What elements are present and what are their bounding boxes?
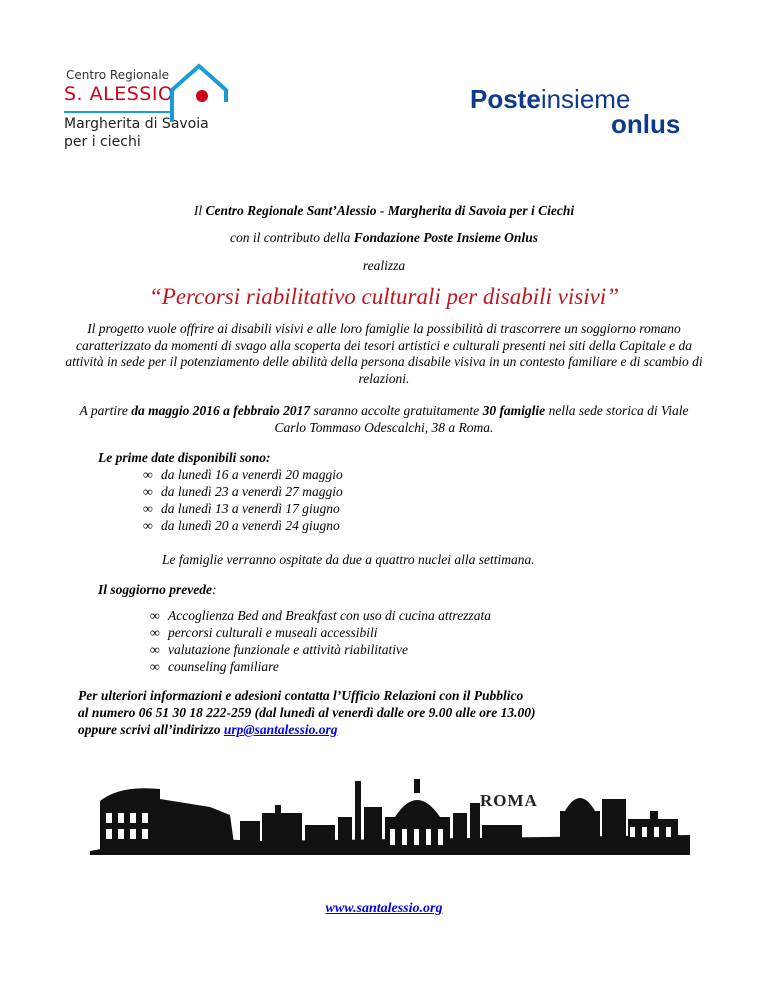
contact-line-3 — [78, 721, 535, 738]
stay-item: valutazione funzionale e attività riabilitative — [168, 642, 408, 657]
stay-heading-text: Il soggiorno prevede — [98, 582, 212, 597]
period-suffix: nella sede storica di Viale Carlo Tommaso Odescalchi, 38 a Roma. — [274, 403, 689, 435]
period-dates: da maggio 2016 a febbraio 2017 — [131, 403, 311, 418]
bullet-icon: ∞ — [150, 642, 160, 657]
project-description: Il progetto vuole offrire ai disabili visivi e alle loro famiglie la possibilità di trascorrere un soggiorno romano caratterizzato da momenti di svago alla scoperta dei tesori artistici e culturali presenti nei siti della Capitale e da attività in sede per il potenziamento delle abilità della persona disabile visiva in un contesto familiare e di scambio di relazioni. — [65, 321, 703, 386]
date-item: da lunedì 13 a venerdì 17 giugno — [161, 501, 340, 516]
logo-poste: Poste — [470, 84, 541, 114]
list-item — [150, 658, 491, 675]
bullet-icon: ∞ — [143, 484, 153, 499]
website-line — [0, 901, 768, 917]
logo-posteinsieme — [470, 86, 630, 112]
bullet-icon: ∞ — [143, 467, 153, 482]
contact-line-2: al numero 06 51 30 18 222-259 (dal lunedì al venerdì dalle ore 9.00 alle ore 13.00) — [78, 705, 536, 720]
list-item — [143, 466, 343, 483]
period-middle: saranno accolte gratuitamente — [310, 403, 483, 418]
stay-item: counseling familiare — [168, 659, 279, 674]
intro-contributo: con il contributo della — [230, 230, 354, 245]
dates-heading-text: Le prime date disponibili sono: — [98, 450, 271, 465]
period-paragraph — [72, 403, 696, 436]
intro-line-2 — [0, 230, 768, 246]
dates-heading — [98, 449, 271, 466]
contact-email-prefix: oppure scrivi all’indirizzo — [78, 722, 224, 737]
rome-skyline-illustration — [90, 755, 690, 857]
contact-block — [78, 687, 535, 738]
intro-centro: Centro Regionale Sant’Alessio - Margherita di Savoia per i Ciechi — [205, 203, 575, 218]
families-note: Le famiglie verranno ospitate da due a quattro nuclei alla settimana. — [162, 552, 535, 567]
posteinsieme-logo — [470, 86, 700, 142]
date-item: da lunedì 20 a venerdì 24 giugno — [161, 518, 340, 533]
stay-list — [150, 607, 491, 675]
logo-line-centro: Centro Regionale — [66, 68, 170, 82]
logo-onlus: onlus — [611, 109, 681, 139]
logo-insieme: insieme — [540, 84, 631, 114]
list-item — [150, 607, 491, 624]
website-link[interactable]: www.santalessio.org — [325, 901, 443, 916]
intro-line-3: realizza — [362, 258, 406, 273]
list-item — [150, 641, 491, 658]
skyline-icon — [90, 755, 690, 857]
intro-fondazione: Fondazione Poste Insieme Onlus — [353, 230, 538, 245]
stay-heading — [98, 581, 217, 598]
bullet-icon: ∞ — [150, 659, 160, 674]
santalessio-logo — [60, 62, 235, 167]
house-icon — [164, 62, 234, 122]
page-title: “Percorsi riabilitativo culturali per disabili visivi” — [148, 284, 619, 309]
intro-line-1 — [0, 203, 768, 219]
contact-line-1: Per ulteriori informazioni e adesioni contatta l’Ufficio Relazioni con il Pubblico — [78, 688, 524, 703]
logo-line-salessio: S. ALESSIO — [64, 83, 174, 105]
list-item — [143, 500, 343, 517]
stay-heading-colon: : — [212, 582, 217, 597]
bullet-icon: ∞ — [150, 608, 160, 623]
logo-line-4: per i ciechi — [64, 134, 141, 150]
logo-line-3: Margherita di Savoia — [64, 116, 209, 132]
dates-list — [143, 466, 343, 534]
list-item — [143, 483, 343, 500]
intro-prefix: Il — [193, 203, 206, 218]
period-families: 30 famiglie — [482, 403, 546, 418]
stay-item: Accoglienza Bed and Breakfast con uso di cucina attrezzata — [168, 608, 491, 623]
stay-item: percorsi culturali e museali accessibili — [168, 625, 378, 640]
logo-rule — [64, 111, 170, 113]
list-item — [143, 517, 343, 534]
skyline-label: ROMA — [480, 791, 538, 810]
date-item: da lunedì 23 a venerdì 27 maggio — [161, 484, 343, 499]
bullet-icon: ∞ — [143, 518, 153, 533]
bullet-icon: ∞ — [143, 501, 153, 516]
period-prefix: A partire — [79, 403, 132, 418]
list-item — [150, 624, 491, 641]
date-item: da lunedì 16 a venerdì 20 maggio — [161, 467, 343, 482]
bullet-icon: ∞ — [150, 625, 160, 640]
email-link[interactable]: urp@santalessio.org — [223, 722, 338, 737]
